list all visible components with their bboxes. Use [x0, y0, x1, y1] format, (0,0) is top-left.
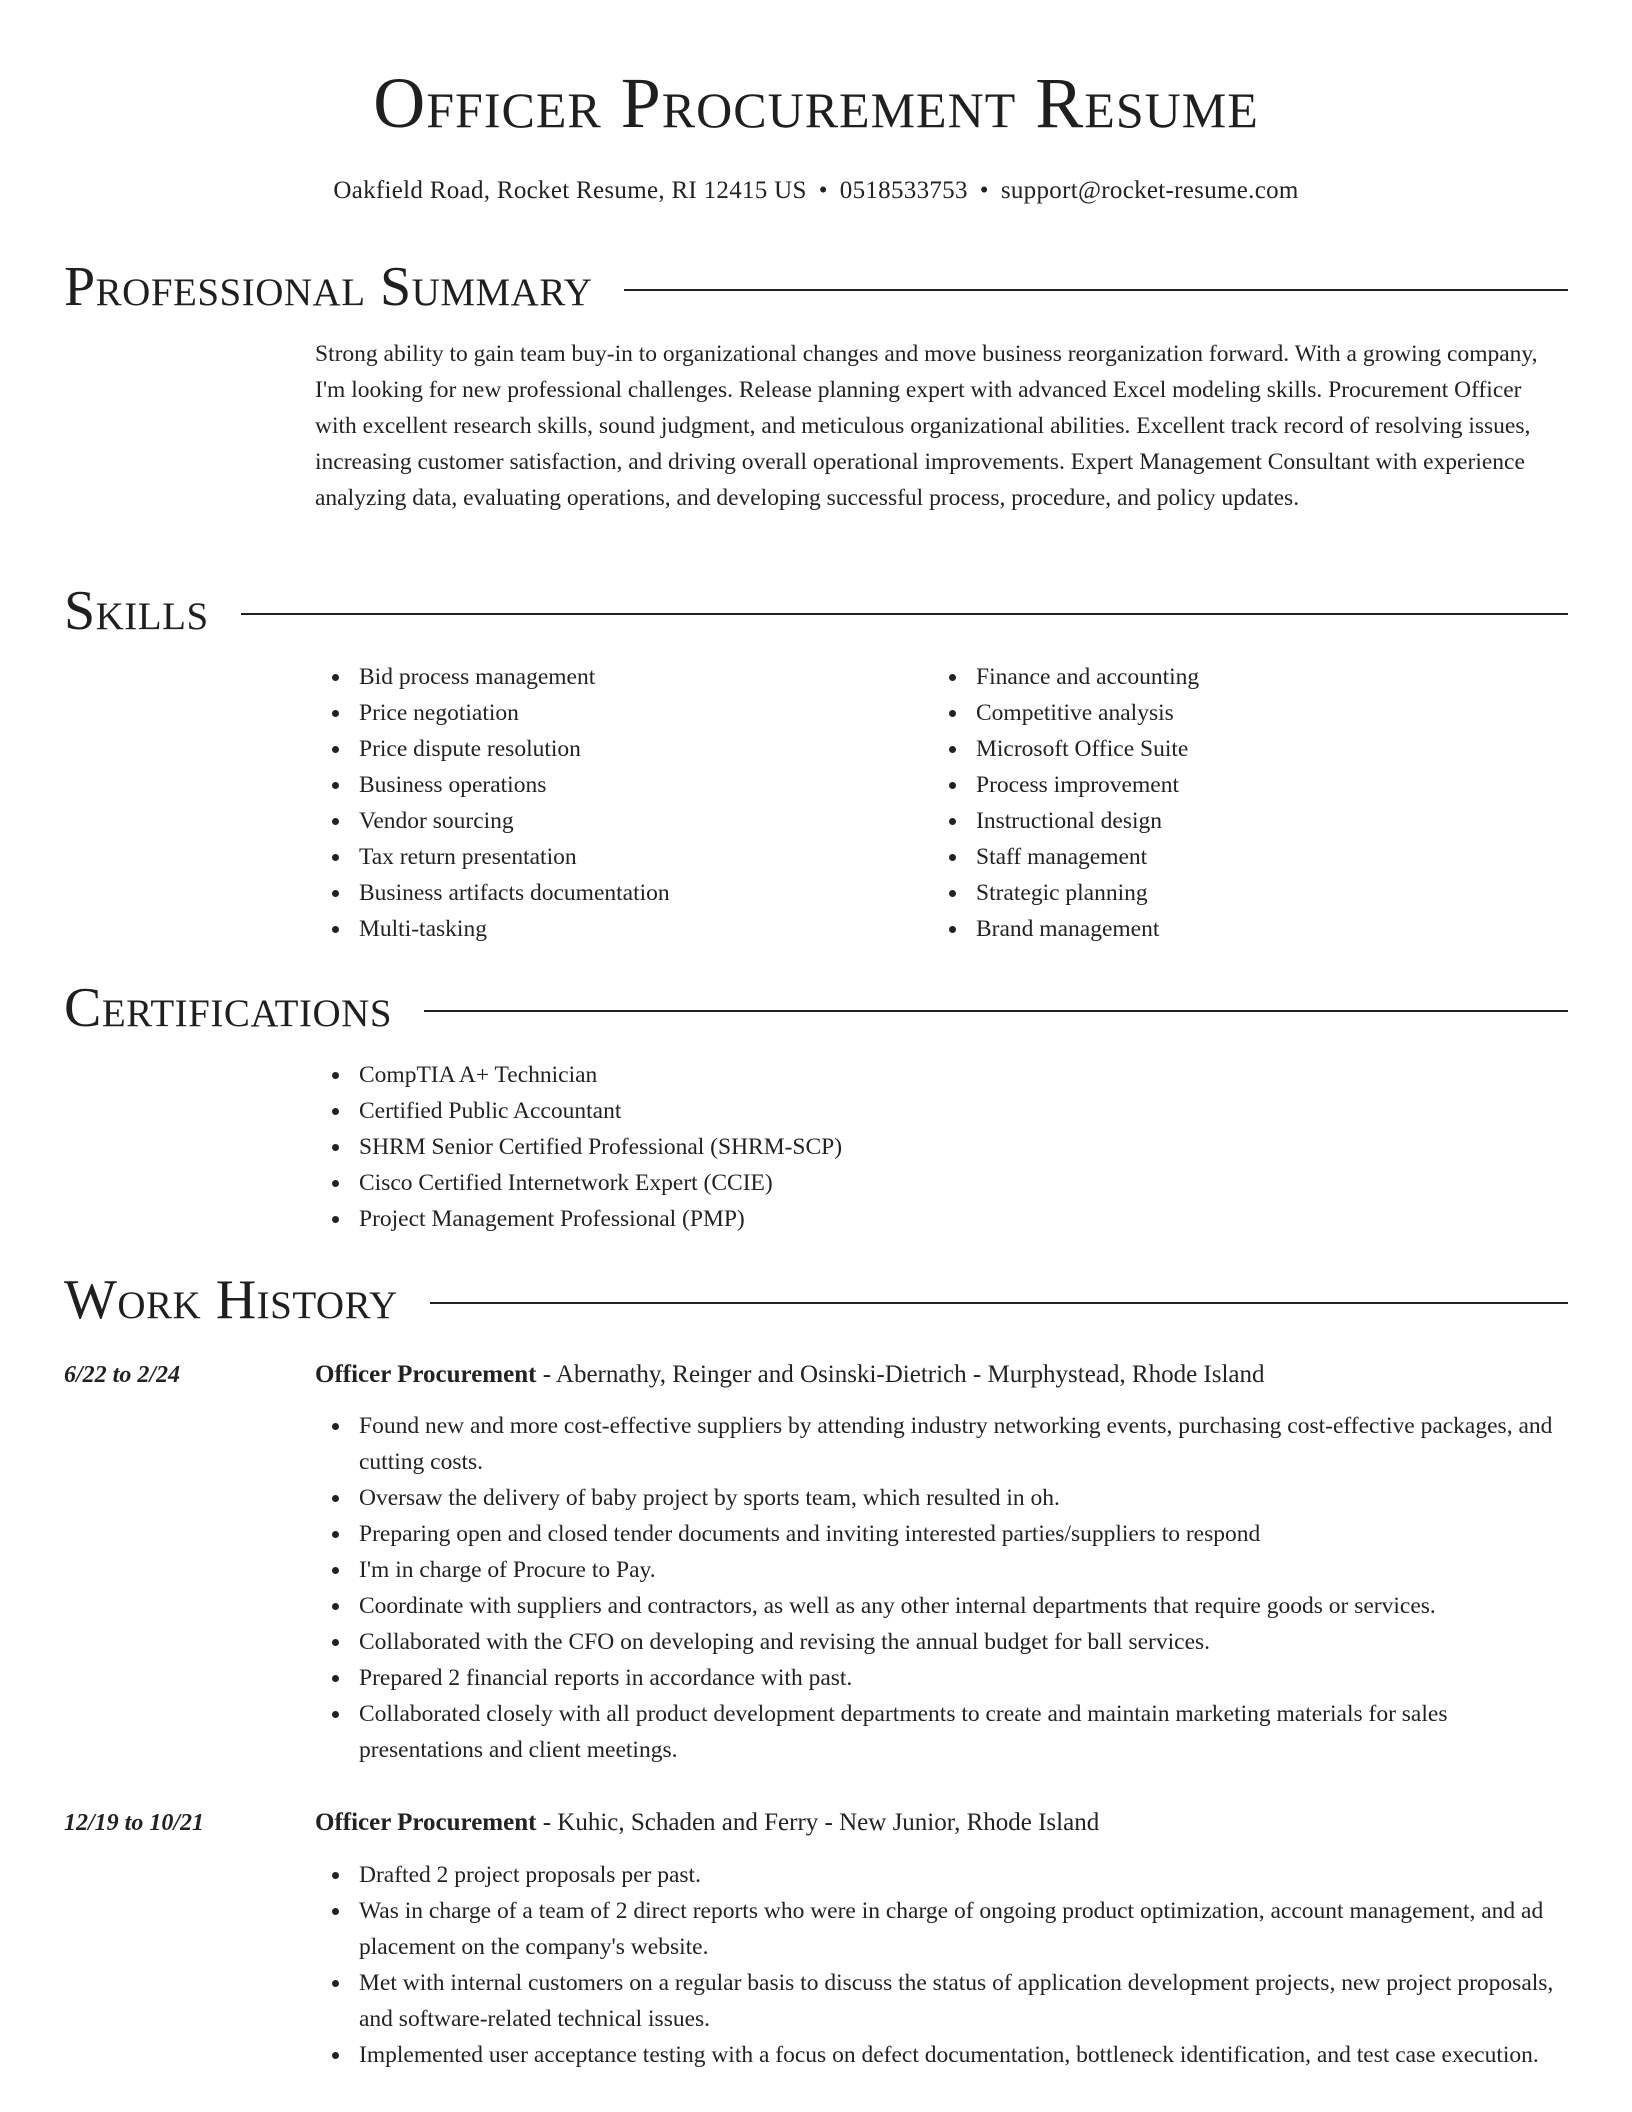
list-item: Coordinate with suppliers and contractors, as well as any other internal departments that require goods or services.	[359, 1588, 1568, 1624]
list-item: Met with internal customers on a regular basis to discuss the status of application development projects, new project proposals, and software-related technical issues.	[359, 1965, 1568, 2037]
list-item: SHRM Senior Certified Professional (SHRM-SCP)	[359, 1129, 1568, 1165]
job-dates: 6/22 to 2/24	[64, 1362, 181, 1388]
skills-section-header	[64, 576, 1568, 646]
job-bullets-container	[315, 1408, 1568, 1768]
job-dates: 12/19 to 10/21	[64, 1810, 205, 1836]
section-divider	[430, 1302, 1568, 1304]
list-item: Instructional design	[976, 803, 1549, 839]
section-heading-summary: Professional Summary	[64, 256, 593, 318]
list-item: Collaborated with the CFO on developing and revising the annual budget for ball services.	[359, 1624, 1568, 1660]
list-item: Bid process management	[359, 659, 932, 695]
contact-separator: •	[979, 177, 989, 204]
list-item: Collaborated closely with all product development departments to create and maintain marketing materials for sales presentations and client meetings.	[359, 1696, 1568, 1768]
contact-line	[0, 174, 1632, 208]
list-item: Microsoft Office Suite	[976, 731, 1549, 767]
contact-address: Oakfield Road, Rocket Resume, RI 12415 US	[333, 177, 807, 204]
section-heading-skills: Skills	[64, 580, 209, 642]
work-section-header	[64, 1265, 1568, 1335]
list-item: Process improvement	[976, 767, 1549, 803]
resume-title: Officer Procurement Resume	[373, 63, 1259, 143]
skills-list-right	[932, 659, 1549, 947]
list-item: Price dispute resolution	[359, 731, 932, 767]
summary-section-header	[64, 252, 1568, 322]
section-divider	[624, 289, 1568, 291]
list-item: CompTIA A+ Technician	[359, 1057, 1568, 1093]
section-divider	[241, 613, 1568, 615]
list-item: Drafted 2 project proposals per past.	[359, 1857, 1568, 1893]
contact-separator: •	[818, 177, 828, 204]
job-title-line	[315, 1357, 1568, 1393]
section-heading-work-history: Work History	[64, 1269, 398, 1331]
list-item: Multi-tasking	[359, 911, 932, 947]
contact-phone: 0518533753	[839, 177, 968, 204]
list-item: Finance and accounting	[976, 659, 1549, 695]
list-item: Preparing open and closed tender documents and inviting interested parties/suppliers to respond	[359, 1516, 1568, 1552]
job-role: Officer Procurement	[315, 1361, 537, 1388]
list-item: Project Management Professional (PMP)	[359, 1201, 1568, 1237]
job-employer-location: - Kuhic, Schaden and Ferry - New Junior, Rhode Island	[536, 1809, 1100, 1836]
skills-list-left	[315, 659, 932, 947]
summary-body	[315, 336, 1568, 516]
job-role: Officer Procurement	[315, 1809, 537, 1836]
list-item: Found new and more cost-effective suppliers by attending industry networking events, purchasing cost-effective packages, and cutting costs.	[359, 1408, 1568, 1480]
list-item: Prepared 2 financial reports in accordance with past.	[359, 1660, 1568, 1696]
section-divider	[424, 1010, 1568, 1012]
list-item: Price negotiation	[359, 695, 932, 731]
list-item: I'm in charge of Procure to Pay.	[359, 1552, 1568, 1588]
job-employer-location: - Abernathy, Reinger and Osinski-Dietrich - Murphystead, Rhode Island	[536, 1361, 1265, 1388]
list-item: Business operations	[359, 767, 932, 803]
list-item: Business artifacts documentation	[359, 875, 932, 911]
section-heading-certifications: Certifications	[64, 977, 393, 1039]
job-title-line	[315, 1805, 1568, 1841]
summary-paragraph: Strong ability to gain team buy-in to organizational changes and move business reorganization forward. With a growing company, I'm looking for new professional challenges. Release planning expert with advanced Excel modeling skills. Procurement Officer with excellent research skills, sound judgment, and meticulous organizational abilities. Excellent track record of resolving issues, increasing customer satisfaction, and driving overall operational improvements. Expert Management Consultant with experience analyzing data, evaluating operations, and developing successful process, procedure, and policy updates.	[315, 341, 1538, 511]
job-bullets	[315, 1408, 1568, 1768]
skills-grid	[315, 659, 1568, 947]
list-item: Vendor sourcing	[359, 803, 932, 839]
job-bullets	[315, 1857, 1568, 2073]
certifications-section-header	[64, 973, 1568, 1043]
list-item: Tax return presentation	[359, 839, 932, 875]
list-item: Oversaw the delivery of baby project by sports team, which resulted in oh.	[359, 1480, 1568, 1516]
skills-body	[315, 659, 1568, 947]
list-item: Certified Public Accountant	[359, 1093, 1568, 1129]
skills-column-right	[932, 659, 1549, 947]
list-item: Staff management	[976, 839, 1549, 875]
list-item: Brand management	[976, 911, 1549, 947]
list-item: Strategic planning	[976, 875, 1549, 911]
list-item: Was in charge of a team of 2 direct reports who were in charge of ongoing product optimization, account management, and ad placement on the company's website.	[359, 1893, 1568, 1965]
list-item: Competitive analysis	[976, 695, 1549, 731]
certifications-list	[315, 1057, 1568, 1237]
certifications-body	[315, 1057, 1568, 1237]
contact-email: support@rocket-resume.com	[1000, 177, 1299, 204]
list-item: Implemented user acceptance testing with a focus on defect documentation, bottleneck identification, and test case execution.	[359, 2037, 1568, 2073]
job-bullets-container	[315, 1857, 1568, 2073]
list-item: Cisco Certified Internetwork Expert (CCIE)	[359, 1165, 1568, 1201]
skills-column-left	[315, 659, 932, 947]
